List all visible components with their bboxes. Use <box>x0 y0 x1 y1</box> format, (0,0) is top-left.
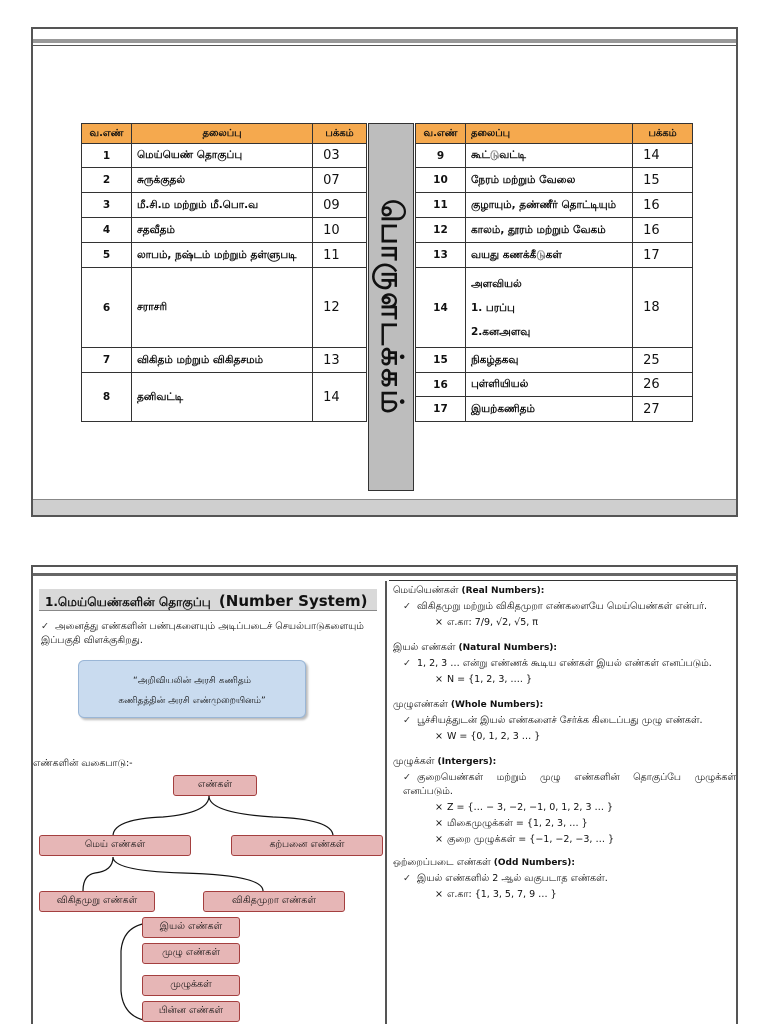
example-text: எ.கா: 7/9, √2, √5, π <box>447 617 539 628</box>
toc-title-line: 2.கனஅளவு <box>470 325 531 338</box>
toc-num: 1 <box>82 144 132 168</box>
heading-ta: மெய்யெண்கள் <box>393 585 459 596</box>
toc-row[interactable] <box>82 268 367 348</box>
check-bullet-icon: ✓ <box>403 715 411 726</box>
section-heading-whole <box>393 699 736 711</box>
toc-num: 4 <box>82 218 132 243</box>
toc-title: மீ.சி.ம மற்றும் மீ.பொ.வ <box>131 193 312 218</box>
toc-row[interactable] <box>82 218 367 243</box>
toc-num: 6 <box>82 268 132 348</box>
toc-page-num: 25 <box>633 348 693 373</box>
heading-ta: முழுஎண்கள் <box>393 699 448 710</box>
section-heading-odd <box>393 857 736 869</box>
toc-num: 17 <box>416 397 466 422</box>
example-text: எ.கா: {1, 3, 5, 7, 9 … } <box>447 889 557 900</box>
section-heading-natural <box>393 642 736 654</box>
heading-en: (Intergers): <box>437 757 497 767</box>
toc-page-num: 27 <box>633 397 693 422</box>
heading-ta: இயல் எண்கள் <box>393 642 456 653</box>
node-numbers: எண்கள் <box>173 775 257 796</box>
toc-page-num: 11 <box>313 243 367 268</box>
toc-page-num: 18 <box>633 268 693 348</box>
toc-header-num: வ.எண் <box>82 124 132 144</box>
toc-title: சுருக்குதல் <box>131 168 312 193</box>
toc-row[interactable] <box>82 144 367 168</box>
chapter-page <box>31 565 738 1024</box>
toc-num: 5 <box>82 243 132 268</box>
check-bullet-icon: ✓ <box>403 873 411 884</box>
definition-text: விகிதமுறு மற்றும் விகிதமுறா எண்களையே மெய்யெண்கள் என்பர். <box>417 601 707 612</box>
cross-bullet-icon: × <box>435 818 443 829</box>
example-text: குறை முழுக்கள் = {−1, −2, −3, … } <box>447 834 615 845</box>
toc-num: 13 <box>416 243 466 268</box>
toc-page <box>31 27 738 517</box>
check-bullet-icon: ✓ <box>403 658 411 669</box>
toc-row[interactable] <box>82 373 367 422</box>
toc-title: சதவீதம் <box>131 218 312 243</box>
toc-title-line: அளவியல் <box>470 277 522 290</box>
check-bullet-icon: ✓ <box>403 601 411 612</box>
node-irrational-numbers: விகிதமுறா எண்கள் <box>203 891 345 912</box>
toc-page-num: 15 <box>633 168 693 193</box>
example-real <box>393 616 736 630</box>
toc-title-line: 1. பரப்பு <box>470 301 515 314</box>
check-bullet-icon: ✓ <box>403 772 411 783</box>
node-imaginary-numbers: கற்பனை எண்கள் <box>231 835 383 856</box>
toc-num: 12 <box>416 218 466 243</box>
definition-real <box>393 600 736 614</box>
toc-title: தனிவட்டி <box>131 373 312 422</box>
heading-ta: முழுக்கள் <box>393 756 435 767</box>
example-text: N = {1, 2, 3, …. } <box>447 674 532 685</box>
toc-row[interactable] <box>416 397 693 422</box>
section-heading-real <box>393 585 736 597</box>
toc-title <box>465 268 632 348</box>
toc-header-num: வ.எண் <box>416 124 466 144</box>
heading-en: (Odd Numbers): <box>493 858 575 868</box>
toc-page-num: 09 <box>313 193 367 218</box>
toc-num: 8 <box>82 373 132 422</box>
right-column <box>385 581 738 1024</box>
toc-row[interactable] <box>416 168 693 193</box>
toc-title: நிகழ்தகவு <box>465 348 632 373</box>
heading-en: (Whole Numbers): <box>450 700 544 710</box>
node-fractions: பின்ன எண்கள் <box>142 1001 240 1022</box>
toc-num: 11 <box>416 193 466 218</box>
cross-bullet-icon: × <box>435 834 443 845</box>
toc-title: லாபம், நஷ்டம் மற்றும் தள்ளுபடி <box>131 243 312 268</box>
toc-title: விகிதம் மற்றும் விகிதசமம் <box>131 348 312 373</box>
toc-banner <box>368 123 414 491</box>
toc-title: நேரம் மற்றும் வேலை <box>465 168 632 193</box>
heading-en: (Natural Numbers): <box>458 643 558 653</box>
example-positive-integers <box>393 817 736 831</box>
node-rational-numbers: விகிதமுறு எண்கள் <box>39 891 155 912</box>
example-odd <box>393 888 736 902</box>
definition-text: இயல் எண்களில் 2 ஆல் வகுபடாத எண்கள். <box>417 873 608 884</box>
toc-page-num: 16 <box>633 218 693 243</box>
toc-title: மெய்யெண் தொகுப்பு <box>131 144 312 168</box>
definition-odd <box>393 872 736 886</box>
definition-text: குறையெண்கள் மற்றும் முழு எண்களின் தொகுப்பே முழுக்கள் எனப்படும். <box>403 772 736 797</box>
heading-ta: ஒற்றைப்படை எண்கள் <box>393 857 491 868</box>
top-rule-thin <box>33 45 736 46</box>
cross-bullet-icon: × <box>435 674 443 685</box>
left-column <box>33 581 385 1024</box>
example-text: Z = {… − 3, −2, −1, 0, 1, 2, 3 … } <box>447 802 614 813</box>
cross-bullet-icon: × <box>435 802 443 813</box>
node-natural-numbers: இயல் எண்கள் <box>142 917 240 938</box>
top-rule <box>33 39 736 43</box>
example-text: மிகைமுழுக்கள் = {1, 2, 3, … } <box>447 818 588 829</box>
toc-header-page: பக்கம் <box>313 124 367 144</box>
toc-row[interactable] <box>416 193 693 218</box>
toc-page-num: 16 <box>633 193 693 218</box>
quote-line: கணிதத்தின் அரசி எண்முறையினம்” <box>118 696 266 706</box>
toc-banner-text: பொருளடக்கம் <box>374 198 409 416</box>
toc-num: 15 <box>416 348 466 373</box>
definition-whole <box>393 714 736 728</box>
toc-title: கூட்டுவட்டி <box>465 144 632 168</box>
chapter-title-en: (Number System) <box>218 592 368 610</box>
toc-header-title: தலைப்பு <box>465 124 632 144</box>
toc-page-num: 14 <box>633 144 693 168</box>
toc-page-num: 26 <box>633 373 693 397</box>
toc-table-right <box>415 123 693 422</box>
toc-page-num: 10 <box>313 218 367 243</box>
toc-row[interactable] <box>82 243 367 268</box>
toc-num: 9 <box>416 144 466 168</box>
toc-row[interactable] <box>82 348 367 373</box>
section-heading-integers <box>393 756 736 768</box>
toc-num: 10 <box>416 168 466 193</box>
toc-row[interactable] <box>416 218 693 243</box>
check-bullet-icon: ✓ <box>41 621 49 632</box>
toc-row[interactable] <box>416 373 693 397</box>
cross-bullet-icon: × <box>435 731 443 742</box>
toc-header-title: தலைப்பு <box>131 124 312 144</box>
toc-page-num: 13 <box>313 348 367 373</box>
toc-num: 7 <box>82 348 132 373</box>
heading-en: (Real Numbers): <box>461 586 545 596</box>
toc-num: 16 <box>416 373 466 397</box>
example-natural <box>393 673 736 687</box>
node-real-numbers: மெய் எண்கள் <box>39 835 191 856</box>
cross-bullet-icon: × <box>435 889 443 900</box>
bottom-band <box>33 499 736 515</box>
toc-row[interactable] <box>416 268 693 348</box>
toc-num: 3 <box>82 193 132 218</box>
node-whole-numbers: முழு எண்கள் <box>142 943 240 964</box>
toc-row[interactable] <box>416 348 693 373</box>
cross-bullet-icon: × <box>435 617 443 628</box>
toc-header-row <box>416 124 693 144</box>
example-text: W = {0, 1, 2, 3 … } <box>447 731 541 742</box>
toc-num: 14 <box>416 268 466 348</box>
toc-title: வயது கணக்கீடுகள் <box>465 243 632 268</box>
definition-integers <box>393 771 736 799</box>
example-integers <box>393 801 736 815</box>
toc-row[interactable] <box>82 193 367 218</box>
toc-title: காலம், தூரம் மற்றும் வேகம் <box>465 218 632 243</box>
toc-title: புள்ளியியல் <box>465 373 632 397</box>
toc-title: இயற்கணிதம் <box>465 397 632 422</box>
definition-text: 1, 2, 3 … என்று எண்ணக் கூடிய எண்கள் இயல் எண்கள் எனப்படும். <box>417 658 712 669</box>
toc-table-left <box>81 123 367 422</box>
toc-row[interactable] <box>416 243 693 268</box>
toc-page-num: 07 <box>313 168 367 193</box>
toc-title: குழாயும், தண்ணீர் தொட்டியும் <box>465 193 632 218</box>
top-rule <box>33 573 736 576</box>
toc-num: 2 <box>82 168 132 193</box>
toc-page-num: 14 <box>313 373 367 422</box>
example-negative-integers <box>393 833 736 847</box>
chapter-title-ta: 1.மெய்யெண்களின் தொகுப்பு <box>45 595 211 609</box>
toc-page-num: 17 <box>633 243 693 268</box>
toc-row[interactable] <box>82 168 367 193</box>
example-whole <box>393 730 736 744</box>
definition-text: பூச்சியத்துடன் இயல் எண்களைச் சேர்க்க கிடைப்பது முழு எண்கள். <box>417 715 703 726</box>
toc-header-page: பக்கம் <box>633 124 693 144</box>
toc-page-num: 03 <box>313 144 367 168</box>
toc-page-num: 12 <box>313 268 367 348</box>
intro-text: அனைத்து எண்களின் பண்புகளையும் அடிப்படைச் செயல்பாடுகளையும் இப்பகுதி விளக்குகிறது. <box>41 621 364 646</box>
toc-header-row <box>82 124 367 144</box>
node-integers: முழுக்கள் <box>142 975 240 996</box>
toc-title: சராசரி <box>131 268 312 348</box>
quote-line: “அறிவியலின் அரசி கணிதம் <box>133 676 251 686</box>
toc-row[interactable] <box>416 144 693 168</box>
definition-natural <box>393 657 736 671</box>
classification-label: எண்களின் வகைபாடு:- <box>33 758 133 769</box>
